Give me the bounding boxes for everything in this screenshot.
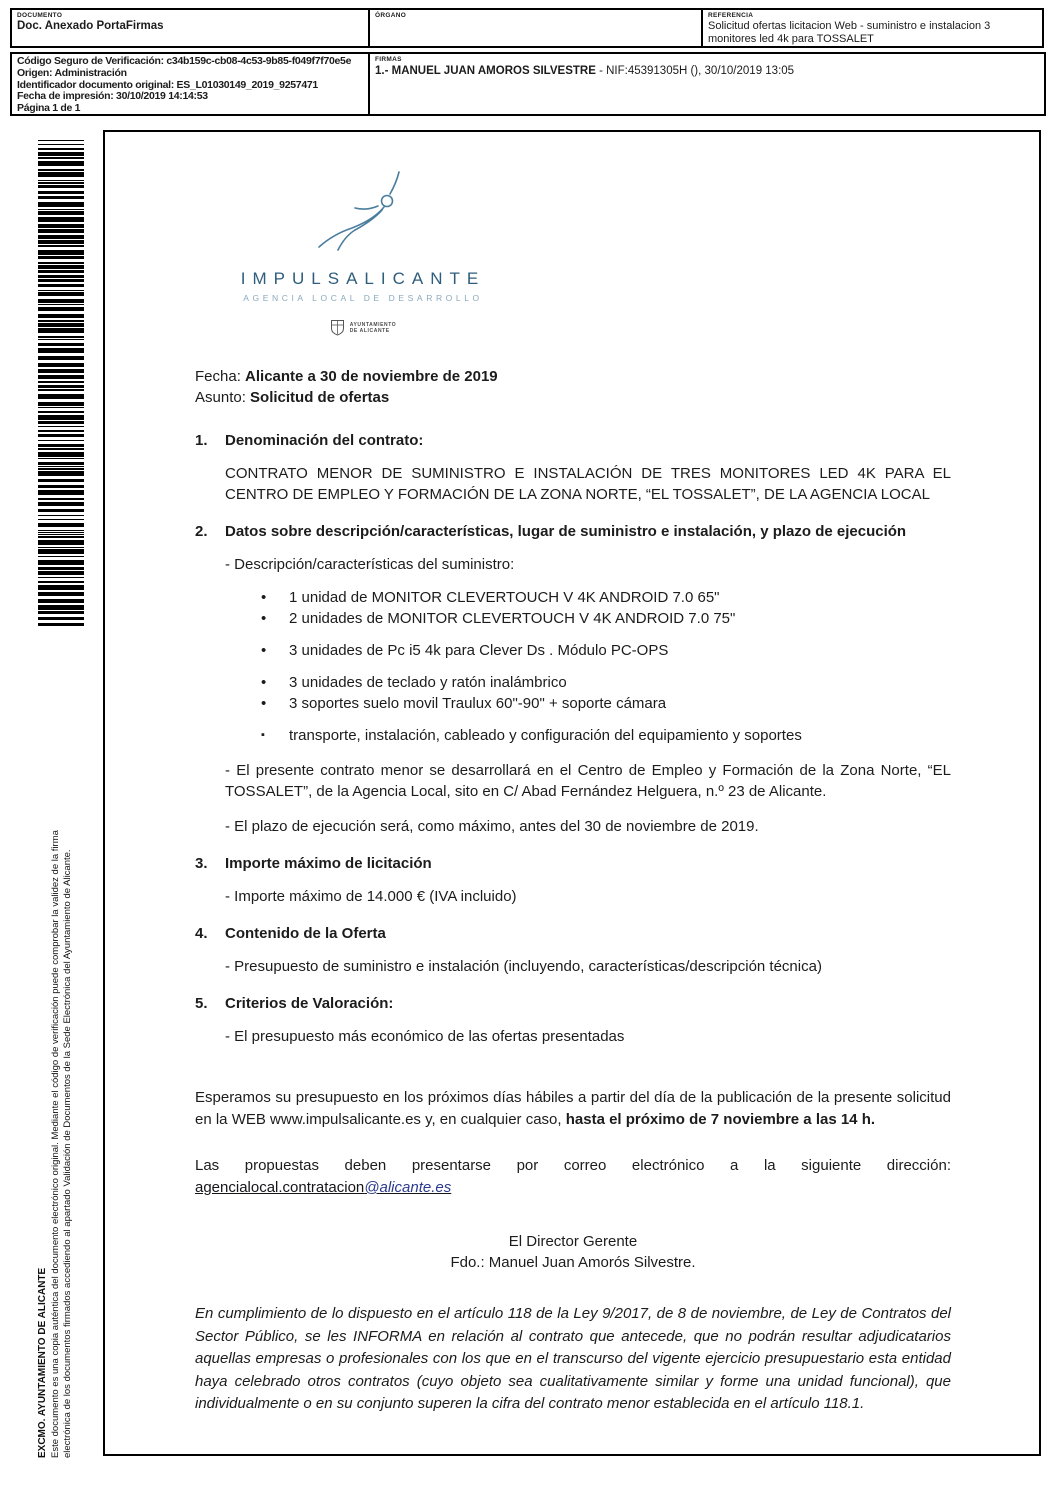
section-3-title: Importe máximo de licitación xyxy=(225,855,432,872)
section-5-number: 5. xyxy=(195,995,208,1012)
csv-line: Código Seguro de Verificación: c34b159c-cb08-4c53-9b85-f049f7f70e5e xyxy=(17,55,352,67)
deadline-notice-paragraph xyxy=(195,1087,951,1131)
diver-figure-icon xyxy=(283,166,443,262)
documento-label: DOCUMENTO xyxy=(17,12,63,19)
email-instruction-text: Las propuestas deben presentarse por correo electrónico a la siguiente dirección: xyxy=(195,1157,951,1174)
bullet-icon: • xyxy=(261,695,267,712)
organo-label: ÓRGANO xyxy=(375,12,407,19)
documento-value: Doc. Anexado PortaFirmas xyxy=(17,20,164,32)
asunto-value: Solicitud de ofertas xyxy=(250,389,390,406)
section-4-title: Contenido de la Oferta xyxy=(225,925,386,942)
signature-block xyxy=(195,1231,951,1273)
brand-subtitle: AGENCIA LOCAL DE DESARROLLO xyxy=(243,293,483,303)
ayuntamiento-label xyxy=(350,322,397,334)
ayuntamiento-line1: AYUNTAMIENTO xyxy=(349,321,397,328)
referencia-cell xyxy=(701,8,1044,48)
list-item-text: 3 unidades de Pc i5 4k para Clever Ds . Módulo PC-OPS xyxy=(289,642,669,659)
date-subject-block xyxy=(195,366,951,408)
firmas-label: FIRMAS xyxy=(375,56,402,63)
list-item xyxy=(259,672,951,693)
signature-role: El Director Gerente xyxy=(508,1233,638,1250)
max-amount-text: - Importe máximo de 14.000 € (IVA incluido) xyxy=(225,888,517,905)
fecha-value: Alicante a 30 de noviembre de 2019 xyxy=(245,368,498,385)
section-2-number: 2. xyxy=(195,523,208,540)
deadline-paragraph: - El plazo de ejecución será, como máximo, antes del 30 de noviembre de 2019. xyxy=(225,818,759,835)
section-1 xyxy=(195,430,951,505)
signature-name: Fdo.: Manuel Juan Amorós Silvestre. xyxy=(450,1254,696,1271)
bullet-icon: • xyxy=(261,589,267,606)
section-5 xyxy=(195,993,951,1047)
asunto-line xyxy=(195,387,951,408)
offer-content-text: - Presupuesto de suministro e instalación (incluyendo, características/descripción técnica) xyxy=(225,958,822,975)
email-instruction-paragraph xyxy=(195,1155,951,1199)
verification-cell xyxy=(10,52,370,116)
list-item xyxy=(259,587,951,608)
valuation-criteria-text: - El presupuesto más económico de las ofertas presentadas xyxy=(225,1028,625,1045)
email-domain-part: @alicante.es xyxy=(364,1179,452,1196)
section-4 xyxy=(195,923,951,977)
supply-description-subtitle: - Descripción/características del suministro: xyxy=(225,556,515,573)
firmas-value xyxy=(375,64,1039,78)
section-3-number: 3. xyxy=(195,855,208,872)
list-item-text: transporte, instalación, cableado y configuración del equipamiento y soportes xyxy=(289,727,802,744)
legal-notice-paragraph: En cumplimiento de lo dispuesto en el artículo 118 de la Ley 9/2017, de 8 de noviembre, de Ley de Contratos del Sector Público, se les INFORMA en relación al contrato que antecede, que no podrán resultar adjudicatarios aquellas empresas o profesionales con los que en el transcurso del vigente ejercicio presupuestario esta entidad haya celebrado otros contratos (cuyo objeto sea cualitativamente similar y forme una unidad funcional), que individualmente o en su conjunto superen la cifra del contrato menor establecida en el artículo 118.1. xyxy=(195,1305,951,1412)
deadline-notice-bold: hasta el próximo de 7 noviembre a las 14 h. xyxy=(565,1111,876,1128)
square-bullet-icon: ▪ xyxy=(261,729,265,741)
section-3-body xyxy=(225,853,951,907)
section-1-body xyxy=(225,430,951,505)
section-4-body xyxy=(225,923,951,977)
list-item xyxy=(259,608,951,629)
signer-details: - NIF:45391305H (), 30/10/2019 13:05 xyxy=(595,65,795,77)
side-legal-body: Este documento es una copia auténtica del documento electrónico original. Mediante el código de verificación puede comprobar la validez de la firma electrónica de los documentos firmados accediendo al apartado Validación de Documentos de la Sede Electrónica del Ayuntamiento de Alicante. xyxy=(49,830,73,1458)
bullet-icon: • xyxy=(261,674,267,691)
fecha-line xyxy=(195,366,951,387)
section-1-title: Denominación del contrato: xyxy=(225,432,424,449)
brand-name: IMPULSALICANTE xyxy=(240,269,486,288)
section-5-title: Criterios de Valoración: xyxy=(225,995,394,1012)
side-legal-text xyxy=(37,790,75,1458)
ayuntamiento-line2: DE ALICANTE xyxy=(349,327,390,334)
bullet-icon: • xyxy=(261,610,267,627)
list-item xyxy=(259,693,951,714)
referencia-value: Solicitud ofertas licitacion Web - suministro e instalacion 3 monitores led 4k para TOSSALET xyxy=(708,20,991,45)
shield-icon xyxy=(330,319,345,336)
pagina-line: Página 1 de 1 xyxy=(17,102,81,115)
document-page xyxy=(103,130,1041,1456)
list-item xyxy=(259,725,951,746)
side-legal-title: EXCMO. AYUNTAMIENTO DE ALICANTE xyxy=(37,1267,48,1458)
section-1-number: 1. xyxy=(195,432,208,449)
organo-cell xyxy=(368,8,703,48)
list-item xyxy=(259,640,951,661)
identificador-line: Identificador documento original: ES_L01030149_2019_9257471 xyxy=(17,78,318,91)
list-item-text: 3 soportes suelo movil Traulux 60"-90" + soporte cámara xyxy=(289,695,667,712)
supply-items-list xyxy=(259,587,951,746)
section-4-number: 4. xyxy=(195,925,208,942)
section-2-title: Datos sobre descripción/características, lugar de suministro e instalación, y plazo de ejecución xyxy=(225,523,907,540)
header-table-row1 xyxy=(10,8,1048,48)
section-3 xyxy=(195,853,951,907)
asunto-label: Asunto: xyxy=(195,389,251,406)
signer-name: 1.- MANUEL JUAN AMOROS SILVESTRE xyxy=(375,65,596,77)
firmas-cell xyxy=(368,52,1046,116)
impulsalicante-logo xyxy=(213,166,513,336)
list-item-text: 1 unidad de MONITOR CLEVERTOUCH V 4K ANDROID 7.0 65" xyxy=(289,589,720,606)
list-item-text: 3 unidades de teclado y ratón inalámbrico xyxy=(289,674,567,691)
email-local-part: agencialocal.contratacion xyxy=(195,1179,365,1196)
documento-cell xyxy=(10,8,370,48)
email-link[interactable] xyxy=(195,1179,451,1196)
list-item-text: 2 unidades de MONITOR CLEVERTOUCH V 4K ANDROID 7.0 75" xyxy=(289,610,736,627)
fecha-impresion-line: Fecha de impresión: 30/10/2019 14:14:53 xyxy=(17,90,208,103)
barcode-icon xyxy=(38,140,84,632)
deadline-notice-text: Esperamos su presupuesto en los próximos días hábiles a partir del día de la publicación de la presente solicitud en la WEB www.impulsalicante.es y, en cualquier caso, xyxy=(195,1089,951,1128)
section-2 xyxy=(195,521,951,837)
referencia-label: REFERENCIA xyxy=(708,12,754,19)
section-5-body xyxy=(225,993,951,1047)
bullet-icon: • xyxy=(261,642,267,659)
header-table-row2 xyxy=(10,52,1048,116)
origen-line: Origen: Administración xyxy=(17,66,127,79)
contract-denomination-text: CONTRATO MENOR DE SUMINISTRO E INSTALACIÓN DE TRES MONITORES LED 4K PARA EL CENTRO DE EMPLEO Y FORMACIÓN DE LA ZONA NORTE, “EL TOSSALET”, DE LA AGENCIA LOCAL xyxy=(225,465,951,503)
fecha-label: Fecha: xyxy=(195,368,246,385)
ayuntamiento-logo xyxy=(213,319,513,336)
location-paragraph: - El presente contrato menor se desarrollará en el Centro de Empleo y Formación de la Zona Norte, “EL TOSSALET”, de la Agencia Local, sito en C/ Abad Fernández Helguera, n.º 23 de Alicante. xyxy=(225,762,951,800)
section-2-body xyxy=(225,521,951,837)
